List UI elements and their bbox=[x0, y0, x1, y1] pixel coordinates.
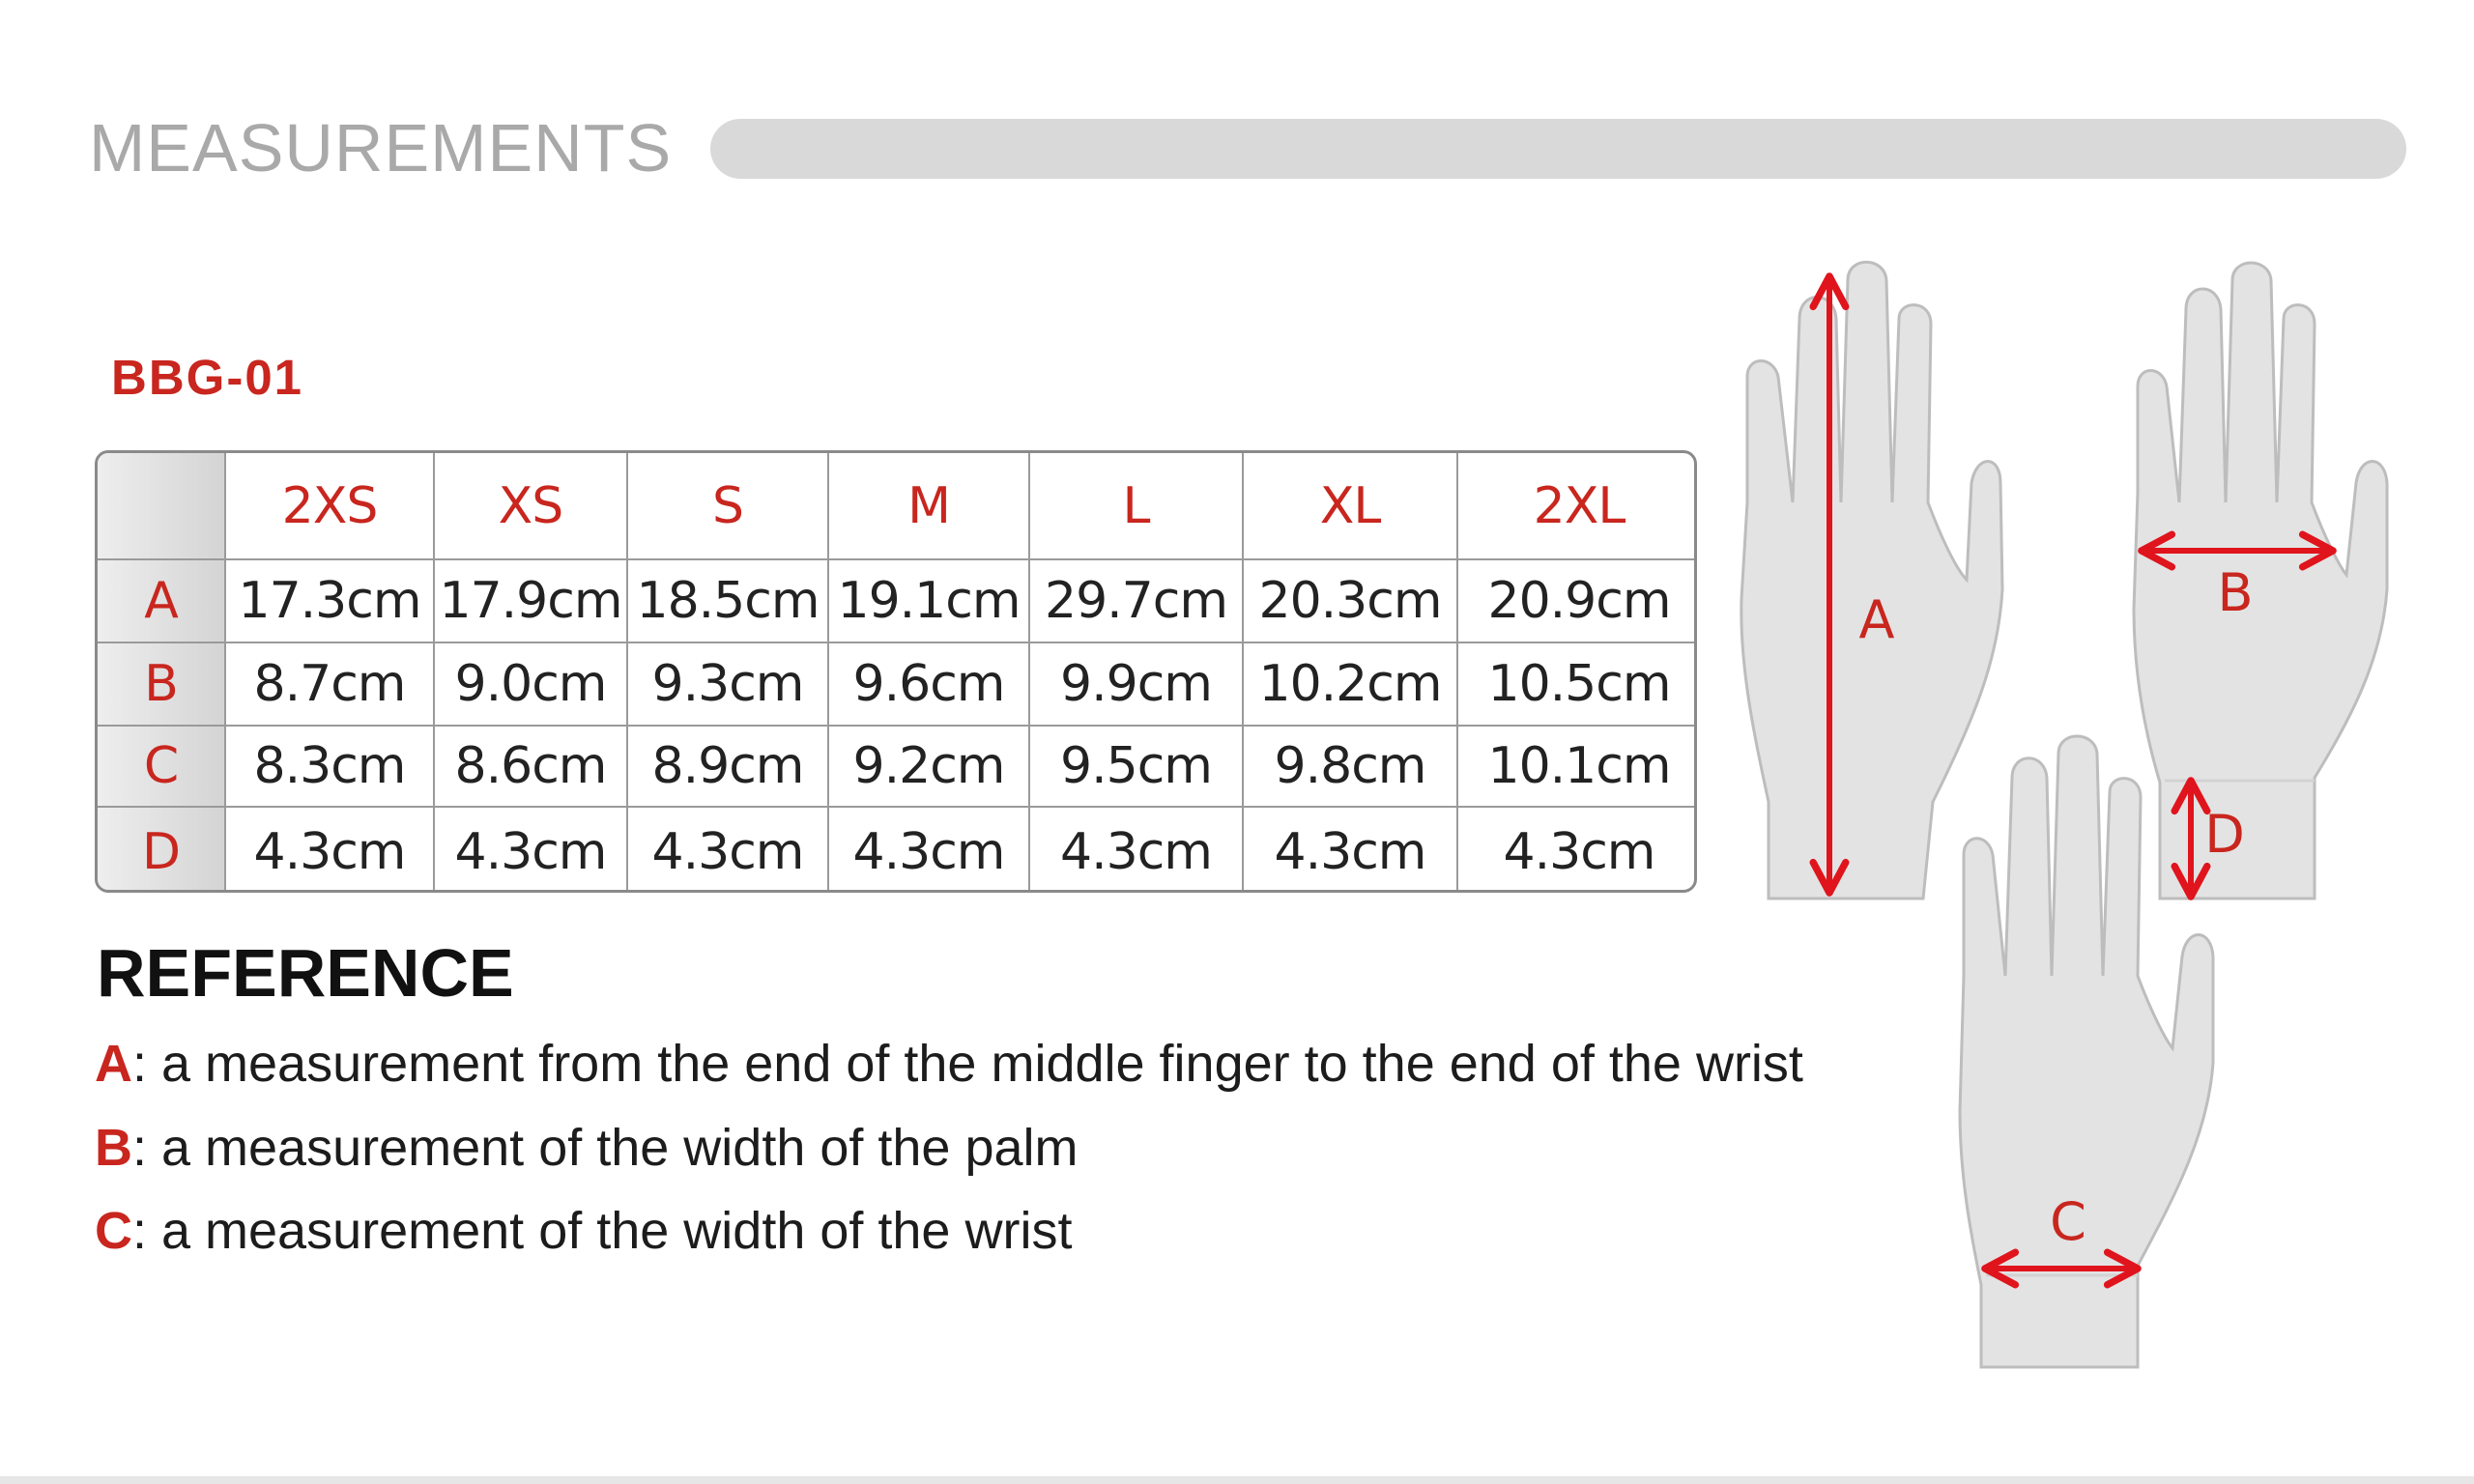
reference-text: : a measurement of the width of the palm bbox=[132, 1119, 1079, 1177]
diagram-label-c: C bbox=[2050, 1191, 2086, 1252]
table-cell: 4.3cm bbox=[1457, 807, 1697, 893]
row-label: B bbox=[98, 642, 225, 726]
table-cell: 4.3cm bbox=[1243, 807, 1457, 893]
hand-b-shape bbox=[2134, 263, 2387, 899]
table-cell: 9.9cm bbox=[1029, 642, 1243, 726]
row-label: C bbox=[98, 726, 225, 807]
size-header: XS bbox=[434, 453, 627, 559]
table-cell: 9.6cm bbox=[828, 642, 1029, 726]
table-cell: 17.3cm bbox=[225, 559, 434, 642]
size-header: M bbox=[828, 453, 1029, 559]
table-cell: 8.7cm bbox=[225, 642, 434, 726]
table-cell: 9.2cm bbox=[828, 726, 1029, 807]
size-header: S bbox=[627, 453, 828, 559]
size-header: XL bbox=[1243, 453, 1457, 559]
table-cell: 18.5cm bbox=[627, 559, 828, 642]
row-label: D bbox=[98, 807, 225, 893]
table-cell: 9.8cm bbox=[1243, 726, 1457, 807]
table-cell: 9.5cm bbox=[1029, 726, 1243, 807]
table-cell: 4.3cm bbox=[225, 807, 434, 893]
size-header: 2XS bbox=[225, 453, 434, 559]
table-cell: 8.9cm bbox=[627, 726, 828, 807]
table-cell: 20.9cm bbox=[1457, 559, 1697, 642]
table-cell: 20.3cm bbox=[1243, 559, 1457, 642]
size-header: L bbox=[1029, 453, 1243, 559]
table-cell: 10.1cm bbox=[1457, 726, 1697, 807]
table-cell: 10.5cm bbox=[1457, 642, 1697, 726]
table-cell: 19.1cm bbox=[828, 559, 1029, 642]
table-cell: 4.3cm bbox=[434, 807, 627, 893]
table-cell: 8.3cm bbox=[225, 726, 434, 807]
hand-a-shape bbox=[1741, 262, 2002, 899]
row-label: A bbox=[98, 559, 225, 642]
diagram-label-d: D bbox=[2204, 804, 2245, 865]
reference-letter: A bbox=[95, 1035, 132, 1093]
size-header: 2XL bbox=[1457, 453, 1697, 559]
reference-text: : a measurement from the end of the middle finger to the end of the wrist bbox=[132, 1035, 1803, 1093]
table-cell: 10.2cm bbox=[1243, 642, 1457, 726]
table-cell: 4.3cm bbox=[627, 807, 828, 893]
table-cell: 17.9cm bbox=[434, 559, 627, 642]
table-cell: 8.6cm bbox=[434, 726, 627, 807]
model-code: BBG-01 bbox=[111, 350, 304, 405]
hand-b-illustration bbox=[2134, 263, 2387, 899]
hand-a-illustration bbox=[1741, 262, 2002, 899]
page-title: MEASUREMENTS bbox=[89, 110, 673, 186]
reference-text: : a measurement of the width of the wrist bbox=[132, 1202, 1073, 1260]
table-cell: 4.3cm bbox=[1029, 807, 1243, 893]
table-cell: 9.3cm bbox=[627, 642, 828, 726]
diagram-label-b: B bbox=[2217, 562, 2254, 623]
reference-title: REFERENCE bbox=[97, 935, 514, 1011]
diagram-label-a: A bbox=[1858, 589, 1895, 650]
reference-letter: B bbox=[95, 1119, 132, 1177]
reference-letter: C bbox=[95, 1202, 132, 1260]
table-cell: 9.0cm bbox=[434, 642, 627, 726]
table-cell: 29.7cm bbox=[1029, 559, 1243, 642]
footer-divider bbox=[0, 1476, 2474, 1484]
table-cell: 4.3cm bbox=[828, 807, 1029, 893]
